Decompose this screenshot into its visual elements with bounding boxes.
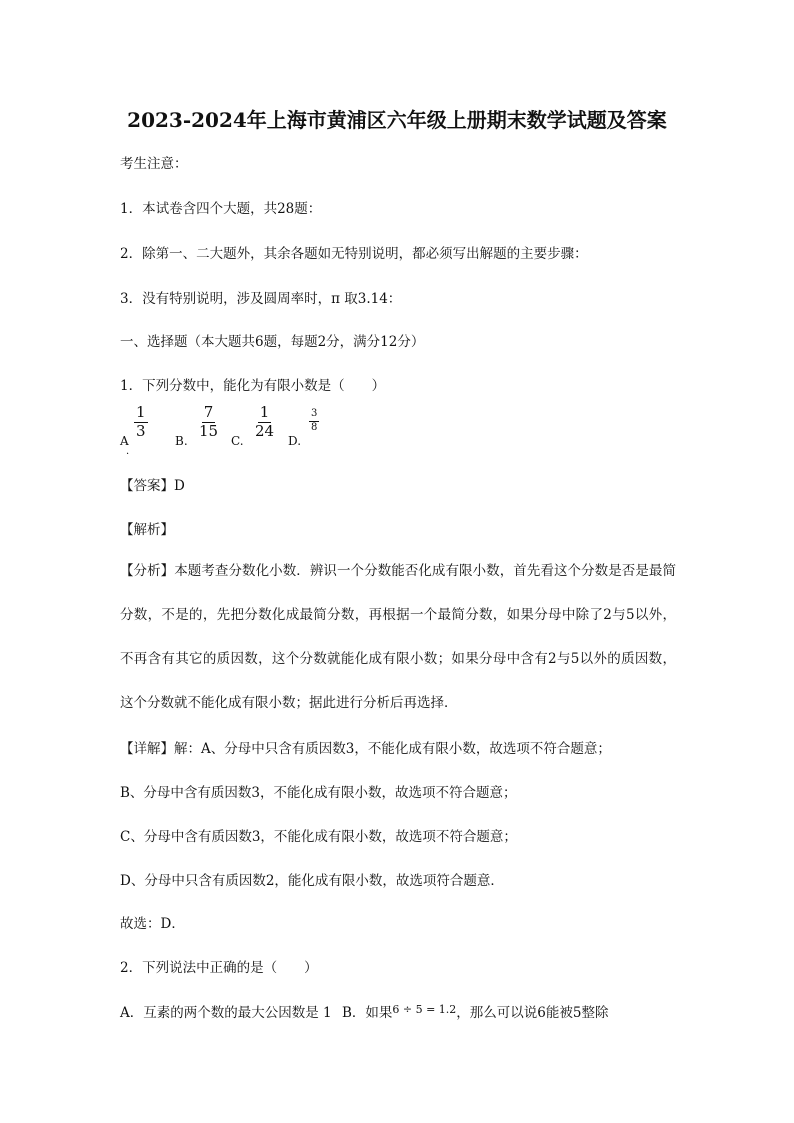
fraction-numerator: 1: [136, 403, 146, 421]
notice-1: 1．本试卷含四个大题，共28题：: [120, 201, 322, 217]
question-1-choice: 故选：D．: [120, 916, 185, 932]
question-1-detail-c: C、分母中含有质因数3，不能化成有限小数，故选项不符合题意；: [120, 829, 517, 845]
question-1-detail-a: 【详解】解：A、分母中只含有质因数3，不能化成有限小数，故选项不符合题意；: [120, 741, 611, 757]
question-1-answer: 【答案】D: [120, 478, 185, 494]
question-1-analysis: 【分析】本题考查分数化小数．辨识一个分数能否化成有限小数，首先看这个分数是否是最简分数，不是的，先把分数化成最简分数，再根据一个最简分数，如果分母中除了2与5以外，不再含有其它的质因数，这个分数就能化成有限小数；如果分母中含有2与5以外的质因数，这个分数就不能化成有限小数；据此进行分析后再选择．: [120, 563, 676, 711]
option-b-formula: 6 ÷ 5 = 1.2: [392, 1003, 457, 1016]
question-2-options: [120, 1001, 608, 1021]
option-c-fraction: [253, 405, 276, 440]
option-b-fraction: [197, 405, 220, 440]
notice-heading: 考生注意：: [120, 156, 188, 172]
fraction-denominator: 3: [136, 421, 146, 440]
option-a-label: A: [120, 434, 129, 448]
fraction-denominator: 15: [199, 421, 219, 440]
option-b-suffix: ，那么可以说6能被5整除: [456, 1005, 609, 1021]
fraction-denominator: 8: [311, 421, 318, 433]
fraction-numerator: 1: [259, 403, 270, 421]
question-1-detail-b: B、分母中含有质因数3，不能化成有限小数，故选项不符合题意；: [120, 785, 517, 801]
question-1-stem: 1．下列分数中，能化为有限小数是（ ）: [120, 378, 386, 394]
dot-mark: ·: [126, 449, 130, 460]
fraction-denominator: 24: [255, 421, 275, 440]
fraction-numerator: 3: [309, 409, 319, 422]
section-heading-choice: 一、选择题（本大题共6题，每题2分，满分12分）: [120, 334, 425, 350]
notice-2: 2．除第一、二大题外，其余各题如无特别说明，都必须写出解题的主要步骤：: [120, 246, 588, 262]
question-2-stem: 2．下列说法中正确的是（ ）: [120, 960, 318, 976]
question-1-detail-d: D、分母中只含有质因数2，能化成有限小数，故选项符合题意．: [120, 873, 504, 889]
option-c-label: C.: [231, 434, 244, 448]
option-d-label: D.: [288, 434, 302, 448]
option-a-fraction: [134, 405, 148, 440]
option-a-text: A．互素的两个数的最大公因数是 1: [120, 1005, 332, 1021]
option-b-label: B.: [175, 434, 188, 448]
fraction-numerator: 7: [203, 403, 214, 421]
option-d-fraction: [309, 409, 319, 433]
option-b-prefix: B．如果: [341, 1005, 393, 1021]
question-1-analysis-heading: 【解析】: [120, 522, 174, 538]
notice-3: 3．没有特别说明，涉及圆周率时，π 取3.14：: [120, 291, 402, 307]
page-title: 2023-2024年上海市黄浦区六年级上册期末数学试题及答案: [127, 108, 667, 132]
